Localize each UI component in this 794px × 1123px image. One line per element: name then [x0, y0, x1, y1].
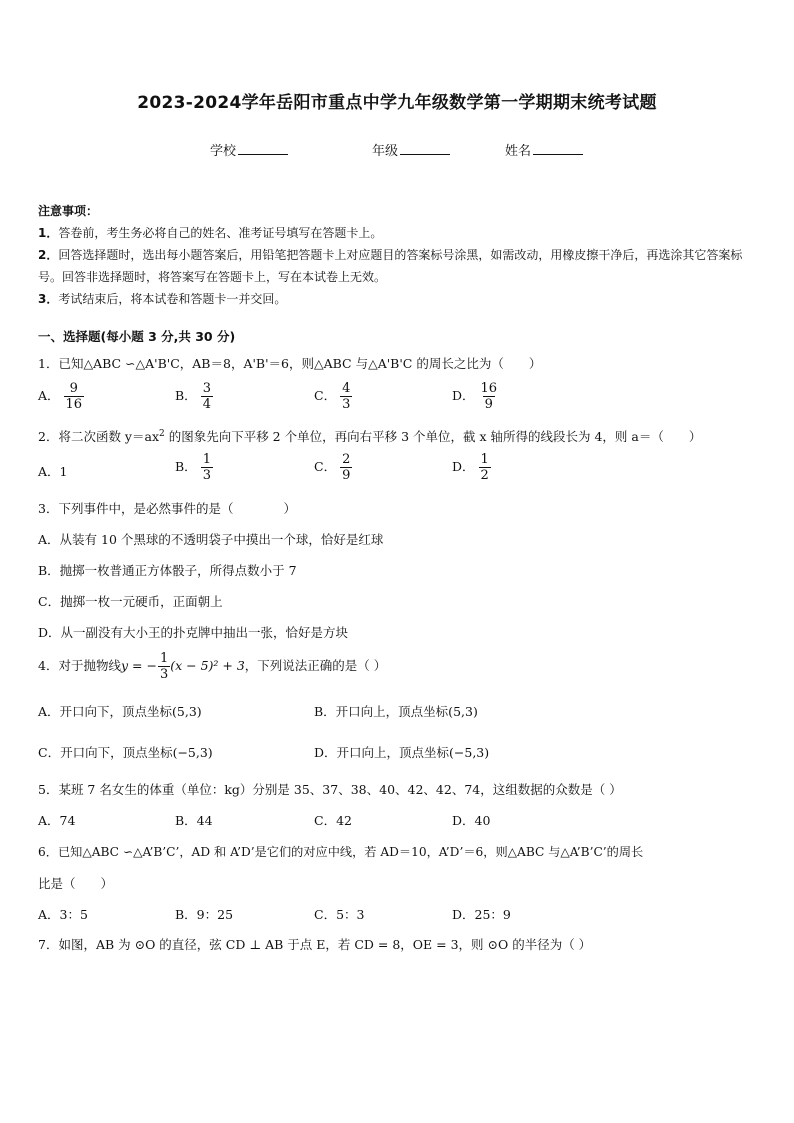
question-4-stem — [38, 651, 386, 682]
q2-option-d — [452, 452, 491, 483]
school-blank — [238, 142, 288, 155]
numerator: 9 — [69, 381, 78, 396]
stem-part: 2．将二次函数 y＝ax — [38, 429, 159, 444]
denominator: 3 — [342, 397, 351, 412]
notice-text: 回答选择题时，选出每小题答案后，用铅笔把答题卡上对应题目的答案标号涂黑，如需改动，用橡皮擦干净后，再选涂其它答案标号。回答非选择题时，将答案写在答题卡上，写在本试卷上无效。 — [38, 248, 743, 284]
q1-option-b — [175, 381, 213, 412]
stem-part: 4．对于抛物线 — [38, 658, 121, 673]
q1-option-c — [314, 381, 352, 412]
q5-option-b: B．44 — [175, 813, 213, 828]
q3-option-a: A．从装有 10 个黑球的不透明袋子中摸出一个球，恰好是红球 — [38, 532, 384, 547]
question-1-stem: 1．已知△ABC ∽△A'B'C，AB＝8，A'B'＝6，则△ABC 与△A'B'C 的周长之比为（ ） — [38, 356, 542, 371]
option-label: B． — [175, 459, 197, 474]
fraction — [340, 452, 352, 483]
section-heading: 一、选择题(每小题 3 分,共 30 分) — [38, 329, 236, 344]
question-3-stem: 3．下列事件中，是必然事件的是（ ） — [38, 501, 296, 516]
option-label: B． — [175, 388, 197, 403]
question-6-stem-line1: 6．已知△ABC ∽△A’B’C’，AD 和 A’D’是它们的对应中线，若 AD＝10，A’D’＝6，则△ABC 与△A’B’C’的周长 — [38, 845, 644, 859]
stem-part: 的图象先向下平移 2 个单位，再向右平移 3 个单位，截 x 轴所得的线段长为 4，则 a＝（ ） — [164, 429, 702, 444]
name-field — [505, 140, 583, 159]
question-2-stem — [38, 427, 701, 445]
numerator: 16 — [480, 381, 498, 396]
notice-text: 答卷前，考生务必将自己的姓名、准考证号填写在答题卡上。 — [58, 226, 383, 240]
notice-item — [38, 288, 758, 310]
equation-left: y = − — [120, 658, 157, 673]
option-label: D． — [452, 388, 475, 403]
option-label: C． — [314, 388, 337, 403]
numerator: 1 — [480, 452, 489, 467]
fraction — [479, 381, 500, 412]
grade-blank — [400, 142, 450, 155]
fraction — [479, 452, 491, 483]
denominator: 4 — [202, 397, 211, 412]
denominator: 3 — [159, 667, 169, 682]
school-field — [210, 140, 288, 159]
denominator: 16 — [65, 397, 83, 412]
q3-option-c: C．抛掷一枚一元硬币，正面朝上 — [38, 594, 223, 609]
denominator: 2 — [480, 468, 489, 483]
fraction — [201, 452, 213, 483]
name-blank — [533, 142, 583, 155]
notice-text: 考试结束后，将本试卷和答题卡一并交回。 — [58, 292, 287, 306]
denominator: 9 — [484, 397, 493, 412]
fraction — [340, 381, 352, 412]
q6-option-b: B．9：25 — [175, 907, 234, 922]
q4-option-b: B．开口向上，顶点坐标(5,3) — [314, 704, 478, 719]
q5-option-d: D．40 — [452, 813, 491, 828]
numerator: 2 — [342, 452, 351, 467]
name-label: 姓名 — [505, 144, 532, 159]
school-label: 学校 — [210, 144, 237, 159]
notice-num: 1． — [38, 226, 59, 240]
denominator: 3 — [202, 468, 211, 483]
notice-heading: 注意事项： — [38, 204, 99, 218]
q5-option-a: A．74 — [38, 813, 76, 828]
option-label: C． — [314, 459, 337, 474]
numerator: 3 — [202, 381, 211, 396]
option-label: D． — [452, 459, 475, 474]
notice-num: 2． — [38, 248, 59, 262]
q2-option-b — [175, 452, 213, 483]
superscript: 2 — [159, 428, 165, 439]
q1-option-d — [452, 381, 499, 412]
q2-option-c — [314, 452, 352, 483]
numerator: 1 — [202, 452, 211, 467]
fraction — [158, 651, 170, 682]
question-5-stem: 5．某班 7 名女生的体重（单位：kg）分别是 35、37、38、40、42、42、74，这组数据的众数是（ ） — [38, 782, 622, 797]
q2-option-a: A．1 — [38, 464, 68, 479]
q3-option-d: D．从一副没有大小王的扑克牌中抽出一张，恰好是方块 — [38, 625, 349, 640]
notice-item — [38, 244, 758, 288]
q6-option-a: A．3：5 — [38, 907, 88, 922]
grade-label: 年级 — [372, 144, 399, 159]
question-7-stem: 7．如图，AB 为 ⊙O 的直径，弦 CD ⊥ AB 于点 E，若 CD = 8，OE = 3，则 ⊙O 的半径为（ ） — [38, 937, 592, 952]
equation-right: (x − 5)² + 3 — [170, 658, 245, 673]
numerator: 1 — [159, 651, 169, 666]
q5-option-c: C．42 — [314, 813, 352, 828]
page-title: 2023-2024学年岳阳市重点中学九年级数学第一学期期末统考试题 — [137, 93, 657, 113]
q6-option-d: D．25：9 — [452, 907, 511, 922]
q6-option-c: C．5：3 — [314, 907, 365, 922]
numerator: 4 — [342, 381, 351, 396]
fraction — [64, 381, 85, 412]
option-label: A． — [38, 388, 60, 403]
stem-part: ，下列说法正确的是（ ） — [244, 658, 387, 673]
q3-option-b: B．抛掷一枚普通正方体骰子，所得点数小于 7 — [38, 563, 297, 578]
grade-field — [372, 140, 450, 159]
denominator: 9 — [342, 468, 351, 483]
notice-block — [38, 200, 758, 310]
question-6-stem-line2: 比是（ ） — [38, 876, 114, 891]
q4-option-c: C．开口向下，顶点坐标(−5,3) — [38, 745, 213, 760]
q1-option-a — [38, 381, 84, 412]
notice-num: 3． — [38, 292, 59, 306]
q4-option-a: A．开口向下，顶点坐标(5,3) — [38, 704, 202, 719]
q4-option-d: D．开口向上，顶点坐标(−5,3) — [314, 745, 490, 760]
notice-item — [38, 222, 758, 244]
fraction — [201, 381, 213, 412]
